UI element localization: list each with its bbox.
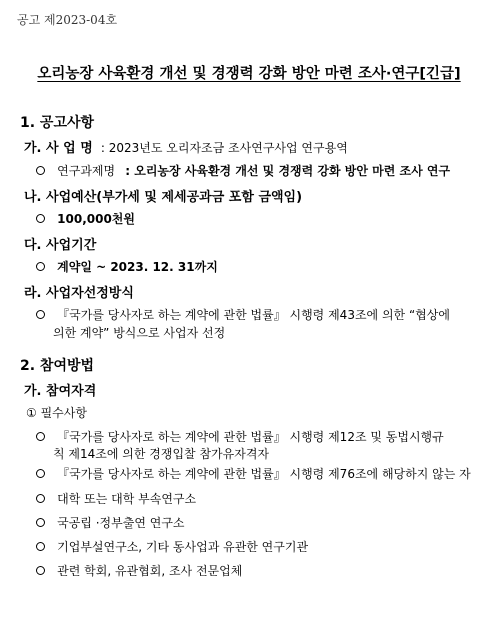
period-row [36,258,218,275]
budget-value: 100,000천원 [57,212,135,226]
circle-bullet-icon [36,310,45,319]
circle-bullet-icon [36,432,45,441]
requirement-item [36,538,308,555]
requirement-text: 대학 또는 대학 부속연구소 [57,492,197,506]
eligibility-heading: 가. 참여자격 [24,384,97,399]
selection-method-line1: 『국가를 당사자로 하는 계약에 관한 법률』 시행령 제43조에 의한 “협상에 [57,308,450,322]
circle-bullet-icon [36,494,45,503]
circle-bullet-icon [36,518,45,527]
project-name-row [24,137,348,156]
selection-method-row [36,306,450,323]
requirement-item [36,562,242,579]
period-heading: 다. 사업기간 [24,238,97,253]
research-title-label: 연구과제명 [57,164,116,178]
requirement-text: 관련 학회, 유관협회, 조사 전문업체 [57,564,243,578]
requirement-item [36,514,185,531]
budget-row [36,210,135,227]
period-value: 계약일 ~ 2023. 12. 31까지 [57,260,218,274]
circle-bullet-icon [36,469,45,478]
project-name-value: : 2023년도 오리자조금 조사연구사업 연구용역 [100,141,348,155]
budget-heading: 나. 사업예산(부가세 및 제세공과금 포함 금액임) [24,190,303,205]
selection-method-line2: 의한 계약” 방식으로 사업자 선정 [53,326,226,340]
circle-bullet-icon [36,566,45,575]
section-1-heading: 1. 공고사항 [20,115,95,131]
requirement-text: 국공립 ·정부출연 연구소 [57,516,185,530]
requirement-text: 『국가를 당사자로 하는 계약에 관한 법률』 시행령 제12조 및 동법시행규 [57,430,444,444]
circle-bullet-icon [36,214,45,223]
research-title-row [36,162,450,179]
requirement-text: 『국가를 당사자로 하는 계약에 관한 법률』 시행령 제76조에 해당하지 않는 자 [57,467,471,481]
circle-bullet-icon [36,542,45,551]
requirement-text-continued: 칙 제14조에 의한 경쟁입찰 참가유자격자 [53,447,270,461]
section-2-heading: 2. 참여방법 [20,358,95,374]
research-title-value: : 오리농장 사육환경 개선 및 경쟁력 강화 방안 마련 조사 연구 [125,164,451,178]
project-name-label: 가. 사 업 명 [24,141,93,156]
requirement-item [36,490,196,507]
document-title: 오리농장 사육환경 개선 및 경쟁력 강화 방안 마련 조사·연구[긴급] [37,66,461,82]
notice-number: 공고 제2023-04호 [17,13,118,27]
requirement-item [36,428,444,445]
mandatory-requirements-label: ① 필수사항 [26,406,87,420]
selection-method-heading: 라. 사업자선정방식 [24,286,134,301]
circle-bullet-icon [36,262,45,271]
circle-bullet-icon [36,166,45,175]
requirement-text: 기업부설연구소, 기타 동사업과 유관한 연구기관 [57,540,309,554]
requirement-item [36,465,471,482]
